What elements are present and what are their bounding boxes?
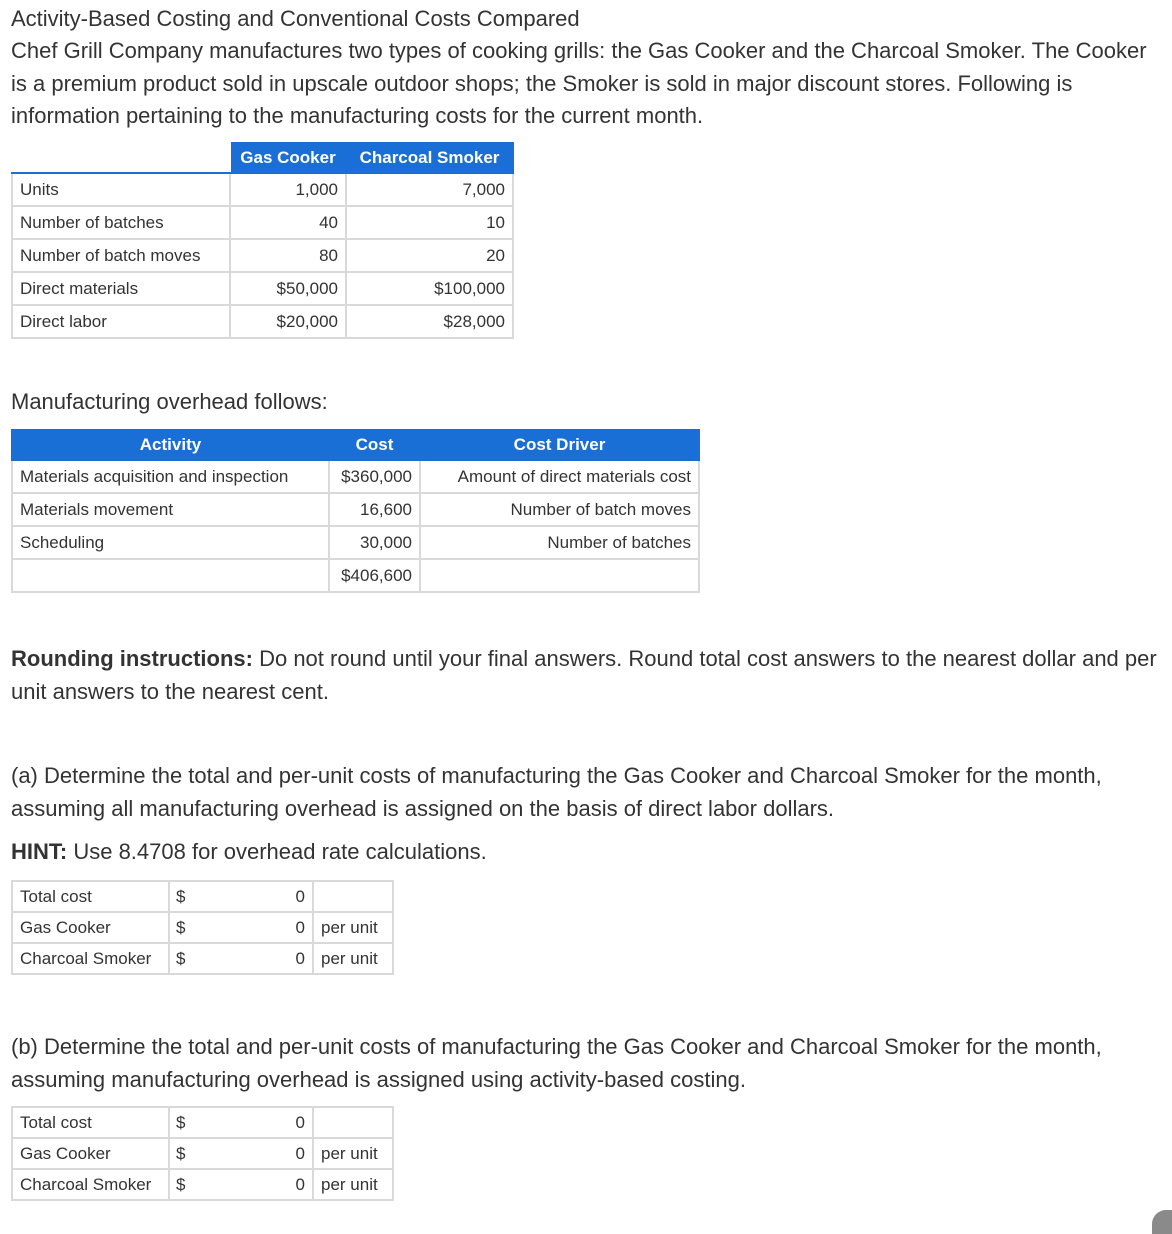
header-charcoal-smoker: Charcoal Smoker [346, 143, 513, 173]
gas-value: $20,000 [230, 305, 346, 338]
table-row [12, 559, 699, 592]
answer-table-a [11, 880, 394, 975]
charcoal-value: 7,000 [346, 173, 513, 206]
driver-cell: Number of batch moves [420, 493, 699, 526]
question-a: (a) Determine the total and per-unit costs of manufacturing the Gas Cooker and Charcoal Smoker for the month, assuming all manufacturing overhead is assigned on the basis of direct labor dollars. [11, 763, 1102, 821]
cost-cell: $360,000 [329, 460, 420, 493]
activity-cell: Materials acquisition and inspection [12, 460, 329, 493]
answer-b-charcoal-smoker-input[interactable]: 0 [192, 1169, 313, 1200]
header-blank [12, 143, 230, 173]
answer-a-total-cost-input[interactable]: 0 [192, 881, 313, 912]
unit-label: per unit [313, 912, 393, 943]
cost-cell: 16,600 [329, 493, 420, 526]
currency-symbol: $ [169, 1138, 192, 1169]
driver-cell [420, 559, 699, 592]
charcoal-value: $28,000 [346, 305, 513, 338]
answer-row [12, 943, 393, 974]
header-gas-cooker: Gas Cooker [230, 143, 346, 173]
overhead-table [11, 429, 700, 593]
table-row [12, 173, 513, 206]
row-label: Number of batch moves [12, 239, 230, 272]
unit-label [313, 881, 393, 912]
hint-text: Use 8.4708 for overhead rate calculations. [67, 839, 487, 864]
activity-cell: Materials movement [12, 493, 329, 526]
gas-value: $50,000 [230, 272, 346, 305]
table-row [12, 272, 513, 305]
rounding-instructions [11, 643, 1161, 708]
table-row [12, 526, 699, 559]
unit-label: per unit [313, 1169, 393, 1200]
table-row [12, 239, 513, 272]
currency-symbol: $ [169, 912, 192, 943]
unit-label: per unit [313, 943, 393, 974]
answer-label: Gas Cooker [12, 1138, 169, 1169]
table-row [12, 460, 699, 493]
overhead-heading: Manufacturing overhead follows: [11, 389, 328, 414]
row-label: Direct labor [12, 305, 230, 338]
product-cost-table [11, 142, 514, 339]
answer-row [12, 1107, 393, 1138]
scroll-corner-widget[interactable] [1152, 1210, 1172, 1234]
row-label: Number of batches [12, 206, 230, 239]
row-label: Direct materials [12, 272, 230, 305]
answer-row [12, 1138, 393, 1169]
table-header-row [12, 430, 699, 460]
answer-label: Gas Cooker [12, 912, 169, 943]
unit-label [313, 1107, 393, 1138]
answer-b-gas-cooker-input[interactable]: 0 [192, 1138, 313, 1169]
answer-b-total-cost-input[interactable]: 0 [192, 1107, 313, 1138]
table-row [12, 206, 513, 239]
hint [11, 836, 487, 868]
row-label: Units [12, 173, 230, 206]
charcoal-value: 20 [346, 239, 513, 272]
gas-value: 1,000 [230, 173, 346, 206]
header-cost-driver: Cost Driver [420, 430, 699, 460]
unit-label: per unit [313, 1138, 393, 1169]
answer-label: Charcoal Smoker [12, 943, 169, 974]
gas-value: 80 [230, 239, 346, 272]
question-b: (b) Determine the total and per-unit costs of manufacturing the Gas Cooker and Charcoal Smoker for the month, assuming manufacturing overhead is assigned using activity-based costing. [11, 1034, 1102, 1092]
driver-cell: Amount of direct materials cost [420, 460, 699, 493]
table-header-row [12, 143, 513, 173]
answer-label: Total cost [12, 881, 169, 912]
answer-row [12, 1169, 393, 1200]
currency-symbol: $ [169, 881, 192, 912]
gas-value: 40 [230, 206, 346, 239]
answer-table-b [11, 1106, 394, 1201]
charcoal-value: 10 [346, 206, 513, 239]
header-activity: Activity [12, 430, 329, 460]
answer-a-charcoal-smoker-input[interactable]: 0 [192, 943, 313, 974]
table-row [12, 305, 513, 338]
table-row [12, 493, 699, 526]
currency-symbol: $ [169, 1107, 192, 1138]
header-cost: Cost [329, 430, 420, 460]
answer-a-gas-cooker-input[interactable]: 0 [192, 912, 313, 943]
driver-cell: Number of batches [420, 526, 699, 559]
currency-symbol: $ [169, 1169, 192, 1200]
rounding-label: Rounding instructions: [11, 646, 253, 671]
page-title: Activity-Based Costing and Conventional Costs Compared [11, 6, 580, 31]
answer-label: Total cost [12, 1107, 169, 1138]
answer-label: Charcoal Smoker [12, 1169, 169, 1200]
cost-cell: 30,000 [329, 526, 420, 559]
currency-symbol: $ [169, 943, 192, 974]
activity-cell [12, 559, 329, 592]
intro-paragraph: Chef Grill Company manufactures two types of cooking grills: the Gas Cooker and the Charcoal Smoker. The Cooker is a premium product sold in upscale outdoor shops; the Smoker is sold in major discount stores. Following is information pertaining to the manufacturing costs for the current month. [11, 38, 1147, 128]
activity-cell: Scheduling [12, 526, 329, 559]
hint-label: HINT: [11, 839, 68, 864]
charcoal-value: $100,000 [346, 272, 513, 305]
rounding-text: Do not round until your final answers. Round total cost answers to the nearest dollar and per unit answers to the nearest cent. [11, 646, 1157, 704]
answer-row [12, 881, 393, 912]
answer-row [12, 912, 393, 943]
total-cost-cell: $406,600 [329, 559, 420, 592]
